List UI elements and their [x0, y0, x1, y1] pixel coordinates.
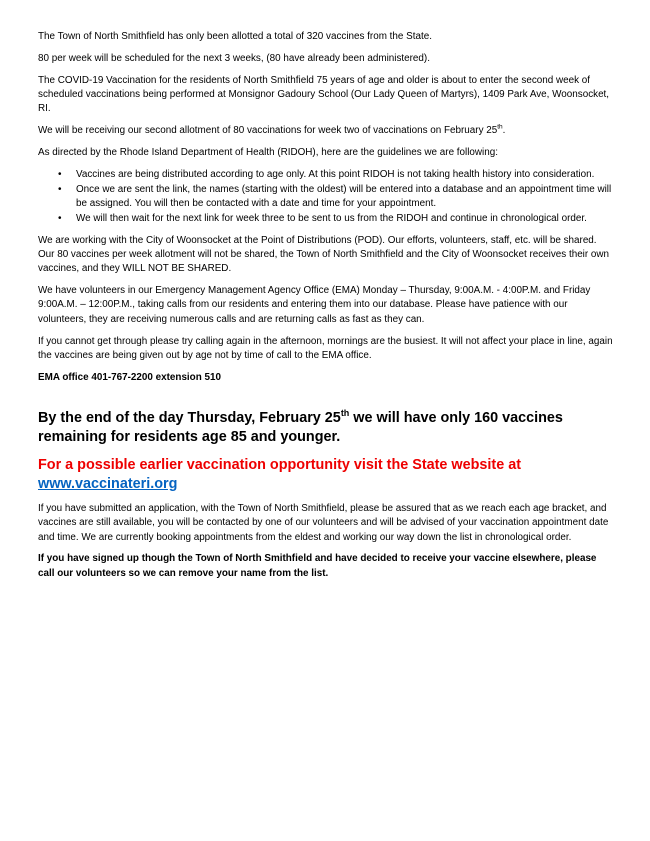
document-page: [38, 30, 614, 588]
guideline-item: [58, 183, 614, 212]
second-allotment-end: .: [502, 124, 506, 136]
bullet-icon: •: [58, 213, 62, 225]
call-again-paragraph: If you cannot get through please try calling again in the afternoon, mornings are the busiest. It will not affect your place in line, again the vaccines are being given out by age not by time of call to the EMA office.: [38, 335, 613, 361]
ema-volunteers-paragraph: We have volunteers in our Emergency Management Agency Office (EMA) Monday – Thursday, 9:00A.M. - 4:00P.M. and Friday 9:00A.M. – 12:00P.M., taking calls from our residents and entering them into our database. Please have patience with our volunteers, they are receiving numerous calls and are returning calls as fast as they can.: [38, 285, 591, 325]
callout-text: For a possible earlier vaccination opportunity visit the State website at: [38, 456, 522, 473]
state-website-callout: [38, 456, 614, 494]
date-ordinal-suffix: th: [497, 123, 503, 131]
second-allotment-text: We will be receiving our second allotment of 80 vaccinations for week two of vaccinations on February 25: [38, 124, 498, 136]
bullet-icon: •: [58, 168, 62, 180]
guideline-item: [58, 212, 614, 226]
headline-text-after: we will have only 160 vaccines remaining for residents age 85 and younger.: [38, 409, 563, 446]
second-allotment-paragraph: [38, 124, 614, 138]
application-followup-paragraph: If you have submitted an application, with the Town of North Smithfield, please be assured that as we reach each age bracket, and vaccines are still available, you will be contacted by one of our volunteers and will be advised of your vaccination appointment date and time. We are currently booking appointments from the eldest and working our way down the list in chronological order.: [38, 502, 609, 543]
vaccinateri-link[interactable]: www.vaccinateri.org: [38, 475, 178, 492]
remaining-vaccines-headline: [38, 409, 614, 448]
guideline-text: Once we are sent the link, the names (starting with the oldest) will be entered into a database and an appointment time will be assigned. You will then be contacted with a date and time for your appointment.: [76, 183, 612, 210]
vaccination-location-paragraph: The COVID-19 Vaccination for the residents of North Smithfield 75 years of age and older is about to enter the second week of scheduled vaccinations being performed at Monsignor Gadoury School (Our Lady Queen of Martyrs), 1409 Park Ave, Woonsocket, RI.: [38, 74, 610, 115]
bullet-icon: •: [58, 183, 62, 195]
headline-text-before: By the end of the day Thursday, February 25: [38, 409, 341, 426]
guidelines-intro-paragraph: As directed by the Rhode Island Department of Health (RIDOH), here are the guidelines we are following:: [38, 146, 498, 158]
guideline-item: [58, 168, 614, 182]
weekly-schedule-paragraph: 80 per week will be scheduled for the next 3 weeks, (80 have already been administered).: [38, 52, 430, 64]
pod-partnership-paragraph: We are working with the City of Woonsocket at the Point of Distributions (POD). Our efforts, volunteers, staff, etc. will be shared. Our 80 vaccines per week allotment will not be shared, the Town of North Smithfield and the City of Woonsocket receives their own vaccines, and they WILL NOT BE SHARED.: [38, 234, 610, 275]
headline-ordinal-suffix: th: [340, 408, 350, 419]
ema-contact-line: EMA office 401-767-2200 extension 510: [38, 371, 221, 383]
guidelines-list: [38, 168, 614, 227]
guideline-text: We will then wait for the next link for week three to be sent to us from the RIDOH and continue in chronological order.: [76, 213, 587, 225]
guideline-text: Vaccines are being distributed according to age only. At this point RIDOH is not taking health history into consideration.: [76, 168, 595, 180]
allotment-paragraph: The Town of North Smithfield has only been allotted a total of 320 vaccines from the State.: [38, 31, 432, 42]
remove-name-notice: If you have signed up though the Town of North Smithfield and have decided to receive your vaccine elsewhere, please call our volunteers so we can remove your name from the list.: [38, 553, 597, 579]
